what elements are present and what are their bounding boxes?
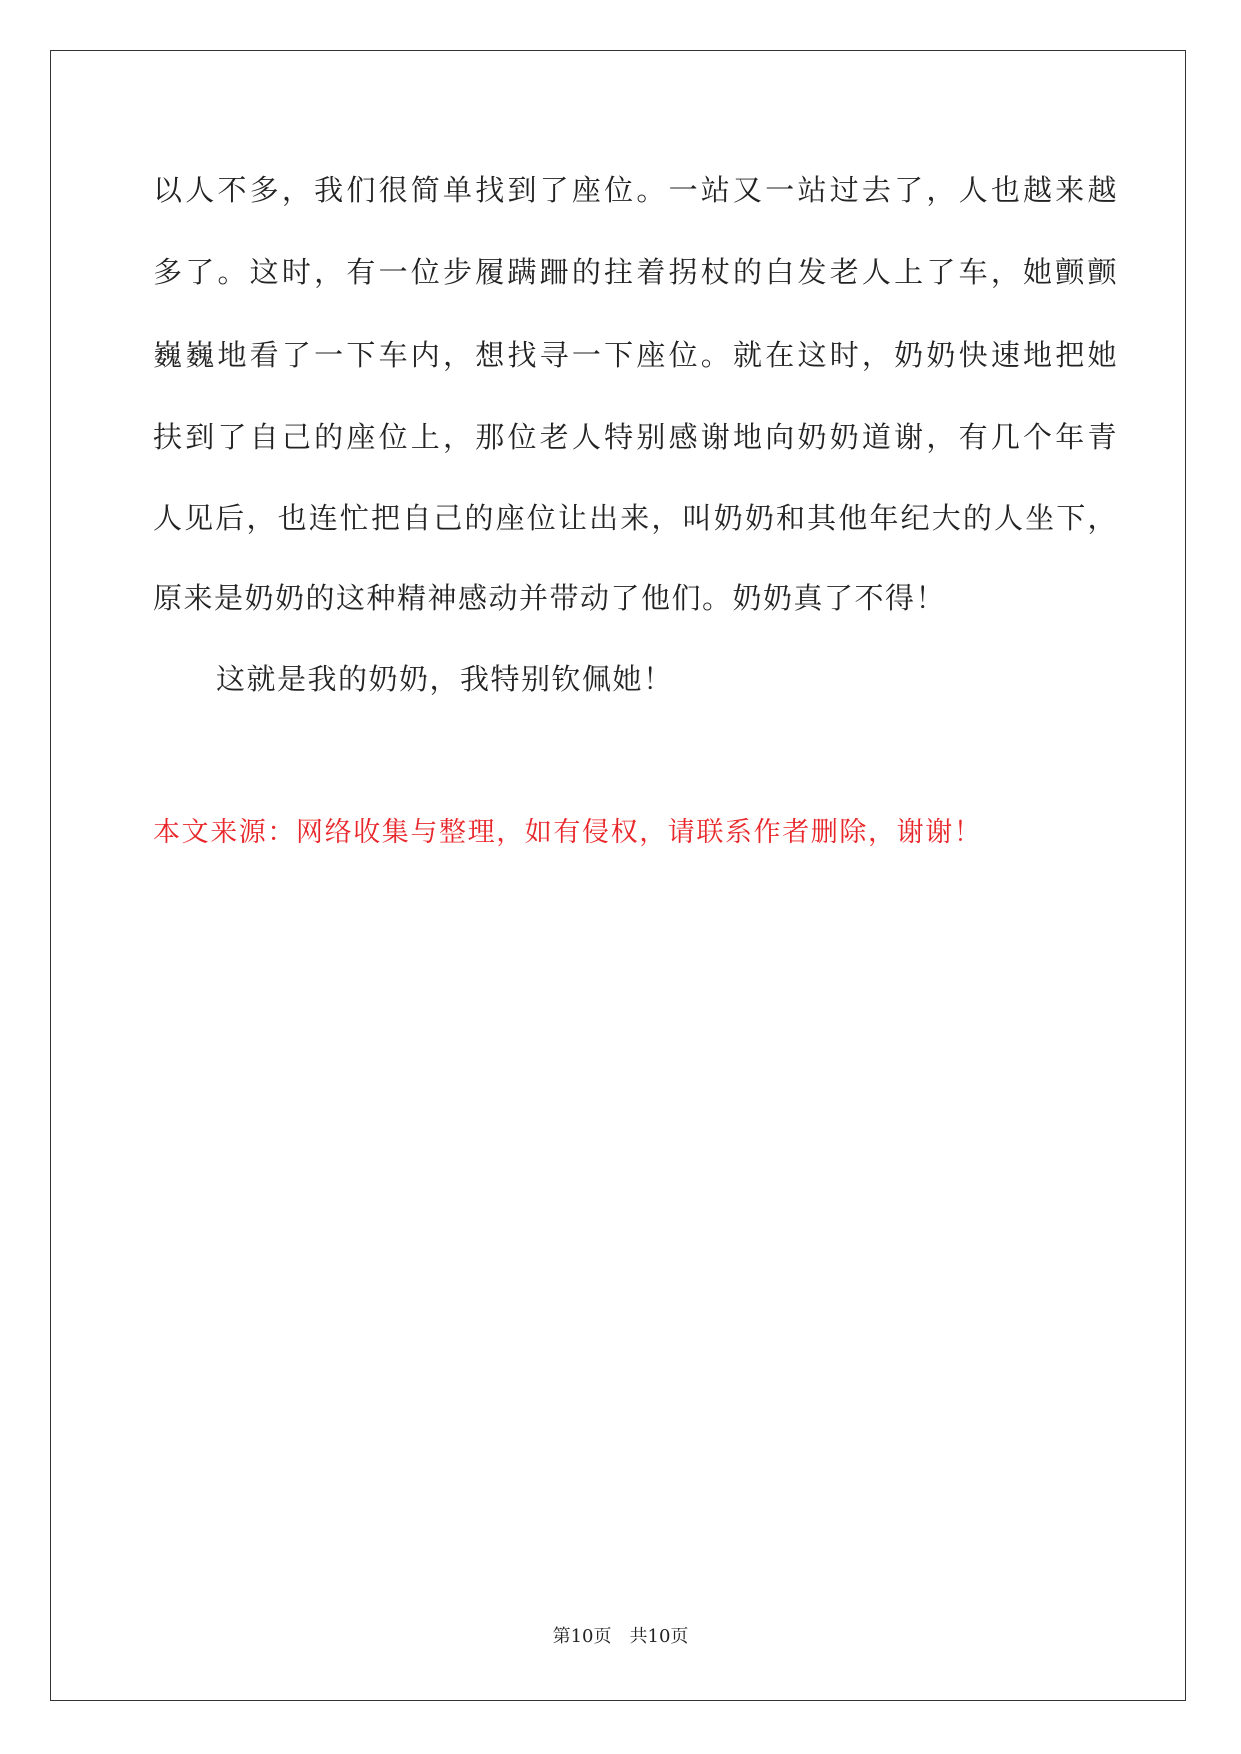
page-footer [0,1626,1241,1648]
page-frame [50,50,1186,1701]
body-line-5: 人见后，也连忙把自己的座位让出来，叫奶奶和其他年纪大的人坐下， [153,501,1118,535]
current-page-label: 第10页 [552,1626,612,1647]
source-notice: 本文来源：网络收集与整理，如有侵权，请联系作者删除，谢谢！ [153,817,983,848]
total-pages-label: 共10页 [629,1626,689,1647]
body-line-4: 扶到了自己的座位上，那位老人特别感谢地向奶奶道谢，有几个年青 [153,420,1118,454]
body-line-2: 多了。这时，有一位步履蹒跚的拄着拐杖的白发老人上了车，她颤颤 [153,255,1118,289]
body-line-3: 巍巍地看了一下车内，想找寻一下座位。就在这时，奶奶快速地把她 [153,338,1118,372]
closing-paragraph: 这就是我的奶奶，我特别钦佩她！ [216,662,674,696]
body-line-1: 以人不多，我们很简单找到了座位。一站又一站过去了，人也越来越 [153,173,1118,207]
body-line-6: 原来是奶奶的这种精神感动并带动了他们。奶奶真了不得！ [153,581,947,615]
